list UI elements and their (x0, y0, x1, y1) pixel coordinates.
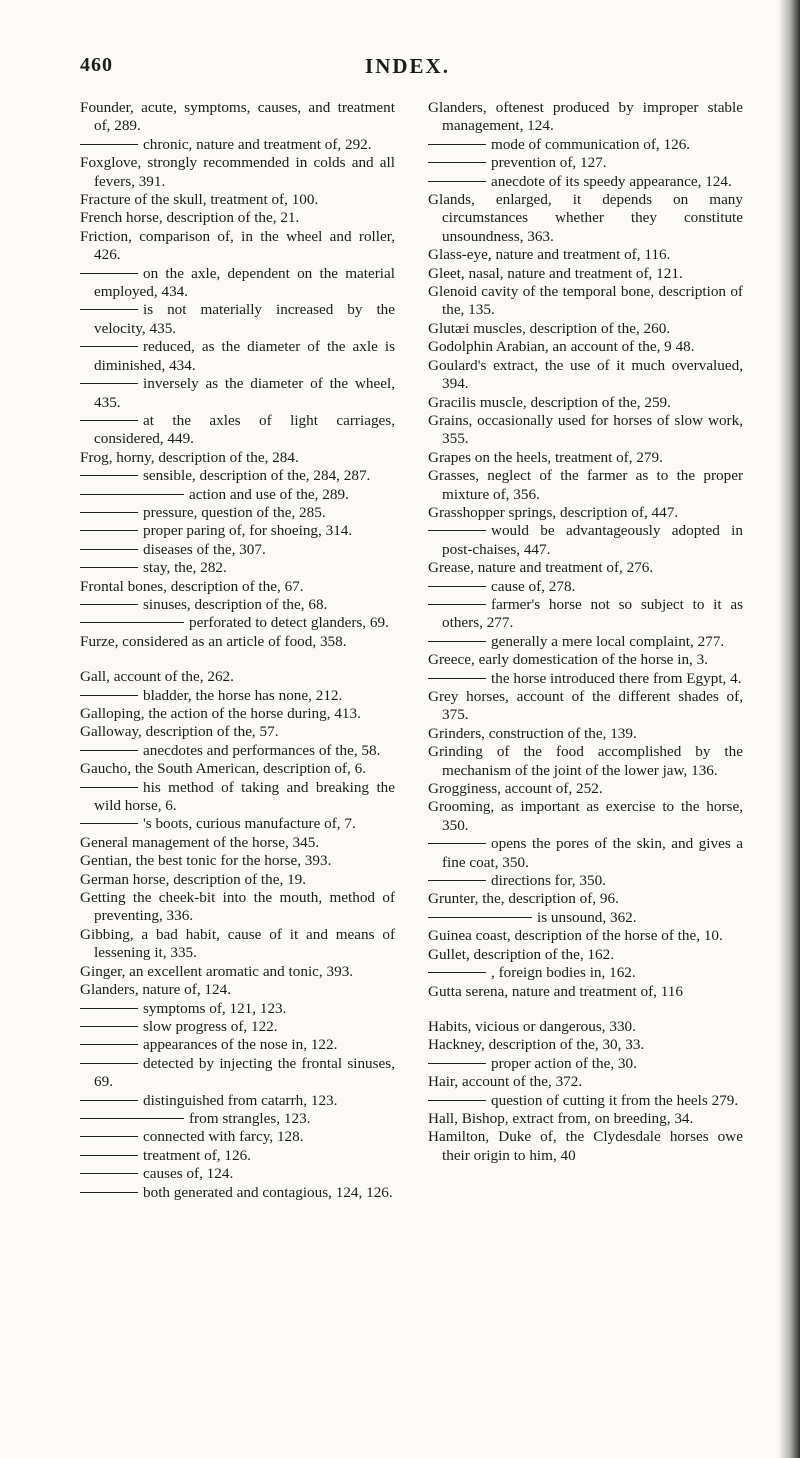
index-subentry (80, 467, 395, 485)
index-subentry (428, 909, 743, 927)
ditto-dash (80, 530, 138, 531)
index-entry (80, 668, 395, 686)
index-entry (80, 834, 395, 852)
ditto-dash (80, 750, 138, 751)
ditto-dash (80, 549, 138, 550)
entry-text: Furze, considered as an article of food, 358. (80, 632, 347, 650)
ditto-dash (80, 604, 138, 605)
index-entry (428, 725, 743, 743)
index-entry (428, 743, 743, 780)
entry-text: diseases of the, 307. (143, 540, 266, 558)
index-entry (428, 1128, 743, 1165)
entry-text: at the axles of light carriages, considered, 449. (94, 411, 395, 448)
index-entry (428, 265, 743, 283)
entry-text: Habits, vicious or dangerous, 330. (428, 1017, 636, 1035)
index-entry (428, 559, 743, 577)
entry-text: Galloping, the action of the horse during, 413. (80, 705, 361, 722)
entry-text: slow progress of, 122. (143, 1017, 278, 1035)
entry-text: proper paring of, for shoeing, 314. (143, 522, 353, 540)
index-entry (428, 688, 743, 725)
entry-text: Gutta serena, nature and treatment of, 116 (428, 982, 683, 1000)
entry-text: proper action of the, 30. (491, 1054, 637, 1072)
index-subentry (80, 1128, 395, 1146)
index-subentry (80, 412, 395, 449)
index-subentry (80, 1165, 395, 1183)
entry-text: Friction, comparison of, in the wheel and roller, 426. (80, 227, 395, 264)
entry-text: pressure, question of the, 285. (143, 503, 326, 521)
entry-text: mode of communication of, 126. (491, 135, 691, 153)
ditto-dash (80, 622, 184, 623)
index-column-right (428, 99, 743, 1165)
index-subentry (428, 964, 743, 982)
ditto-dash (80, 1026, 138, 1027)
index-entry (80, 926, 395, 963)
entry-text: Grooming, as important as exercise to the horse, 350. (428, 798, 743, 834)
entry-text: cause of, 278. (491, 577, 576, 595)
entry-text: on the axle, dependent on the material employed, 434. (94, 264, 395, 301)
entry-text: Guinea coast, description of the horse of the, 10. (428, 927, 723, 945)
entry-text: sinuses, description of the, 68. (143, 595, 328, 613)
entry-text: Getting the cheek-bit into the mouth, method of preventing, 336. (80, 889, 395, 925)
ditto-dash (80, 787, 138, 788)
entry-text: Glenoid cavity of the temporal bone, description of the, 135. (428, 283, 743, 319)
page-number: 460 (80, 54, 113, 76)
index-entry (80, 723, 395, 741)
ditto-dash (428, 162, 486, 163)
entry-text: the horse introduced there from Egypt, 4. (491, 669, 742, 687)
ditto-dash (428, 181, 486, 182)
ditto-dash (80, 1192, 138, 1193)
ditto-dash (428, 972, 486, 973)
ditto-dash (80, 475, 138, 476)
index-subentry (80, 301, 395, 338)
index-subentry (80, 265, 395, 302)
entry-text: perforated to detect glanders, 69. (189, 614, 389, 632)
entry-text: Gleet, nasal, nature and treatment of, 121. (428, 264, 683, 282)
ditto-dash (80, 823, 138, 824)
index-entry (428, 890, 743, 908)
entry-text: Grains, occasionally used for horses of slow work, 355. (428, 411, 743, 448)
entry-text: Goulard's extract, the use of it much overvalued, 394. (428, 356, 743, 393)
ditto-dash (428, 144, 486, 145)
ditto-dash (428, 530, 486, 531)
index-entry (80, 760, 395, 778)
entry-text: both generated and contagious, 124, 126. (143, 1183, 393, 1201)
index-entry (428, 320, 743, 338)
ditto-dash (80, 1118, 184, 1119)
entry-text: Hair, account of the, 372. (428, 1073, 583, 1091)
index-entry (428, 798, 743, 835)
index-entry (80, 154, 395, 191)
running-head: INDEX. (365, 54, 450, 78)
entry-text: treatment of, 126. (143, 1146, 251, 1164)
index-entry (428, 946, 743, 964)
entry-text: farmer's horse not so subject to it as others, 277. (442, 595, 743, 632)
index-entry (80, 889, 395, 926)
ditto-dash (80, 1044, 138, 1045)
ditto-dash (428, 880, 486, 881)
entry-text: detected by injecting the frontal sinuses, 69. (94, 1054, 395, 1091)
index-entry (80, 578, 395, 596)
index-subentry (80, 1147, 395, 1165)
index-entry (428, 394, 743, 412)
entry-text: Glands, enlarged, it depends on many circumstances whether they constitute unsoundness, 363. (428, 191, 743, 245)
page-edge-shadow (778, 0, 800, 1458)
index-entry (428, 246, 743, 264)
entry-text: Gall, account of the, 262. (80, 668, 234, 686)
ditto-dash (428, 586, 486, 587)
index-subentry (80, 1000, 395, 1018)
ditto-dash (428, 678, 486, 679)
entry-text: Glanders, oftenest produced by improper stable management, 124. (428, 99, 743, 135)
entry-text: Grasses, neglect of the farmer as to the proper mixture of, 356. (428, 467, 743, 503)
index-entry (80, 228, 395, 265)
entry-text: Gaucho, the South American, description of, 6. (80, 760, 366, 778)
ditto-dash (80, 512, 138, 513)
entry-text: Fracture of the skull, treatment of, 100. (80, 191, 319, 209)
entry-text: action and use of the, 289. (189, 485, 349, 503)
entry-text: question of cutting it from the heels 279. (491, 1091, 739, 1109)
entry-text: Founder, acute, symptoms, causes, and treatment of, 289. (80, 99, 395, 135)
index-subentry (80, 815, 395, 833)
index-entry (428, 927, 743, 945)
entry-text: Godolphin Arabian, an account of the, 9 48. (428, 338, 695, 356)
index-entry (80, 981, 395, 999)
ditto-dash (80, 420, 138, 421)
entry-text: would be advantageously adopted in post-chaises, 447. (442, 522, 743, 558)
entry-text: Grinders, construction of the, 139. (428, 724, 637, 742)
ditto-dash (80, 1136, 138, 1137)
entry-text: Glass-eye, nature and treatment of, 116. (428, 246, 671, 264)
ditto-dash (80, 1155, 138, 1156)
index-subentry (80, 541, 395, 559)
index-entry (428, 983, 743, 1001)
ditto-dash (80, 1063, 138, 1064)
index-subentry (80, 1055, 395, 1092)
entry-text: inversely as the diameter of the wheel, 435. (94, 375, 395, 411)
entry-text: symptoms of, 121, 123. (143, 999, 287, 1017)
index-subentry (80, 1036, 395, 1054)
entry-text: Hackney, description of the, 30, 33. (428, 1036, 645, 1054)
index-entry (428, 1110, 743, 1128)
ditto-dash (428, 641, 486, 642)
entry-text: sensible, description of the, 284, 287. (143, 467, 371, 485)
ditto-dash (428, 843, 486, 844)
entry-text: Grunter, the, description of, 96. (428, 890, 619, 908)
index-subentry (80, 522, 395, 540)
ditto-dash (80, 1173, 138, 1174)
index-subentry (80, 1018, 395, 1036)
index-entry (428, 99, 743, 136)
entry-text: stay, the, 282. (143, 559, 227, 577)
entry-text: from strangles, 123. (189, 1109, 311, 1127)
ditto-dash (80, 494, 184, 495)
entry-text: generally a mere local complaint, 277. (491, 632, 725, 650)
index-subentry (80, 687, 395, 705)
entry-text: Hall, Bishop, extract from, on breeding, 34. (428, 1109, 694, 1127)
index-entry (80, 963, 395, 981)
entry-text: Gracilis muscle, description of the, 259. (428, 393, 671, 411)
index-subentry (428, 522, 743, 559)
entry-text: Grapes on the heels, treatment of, 279. (428, 448, 663, 466)
index-subentry (80, 779, 395, 816)
ditto-dash (80, 346, 138, 347)
entry-text: causes of, 124. (143, 1165, 234, 1183)
index-subentry (80, 559, 395, 577)
ditto-dash (80, 383, 138, 384)
index-subentry (80, 375, 395, 412)
index-subentry (428, 835, 743, 872)
index-subentry (80, 1092, 395, 1110)
index-entry (428, 1073, 743, 1091)
entry-text: Greece, early domestication of the horse in, 3. (428, 651, 709, 669)
entry-text: prevention of, 127. (491, 154, 607, 172)
entry-text: directions for, 350. (491, 872, 606, 890)
index-entry (428, 504, 743, 522)
index-subentry (80, 596, 395, 614)
index-subentry (428, 1092, 743, 1110)
ditto-dash (80, 1100, 138, 1101)
index-subentry (428, 872, 743, 890)
index-entry (428, 651, 743, 669)
entry-text: Gibbing, a bad habit, cause of it and means of lessening it, 335. (80, 925, 395, 962)
index-entry (428, 338, 743, 356)
page-header (80, 54, 735, 84)
entry-text: Grease, nature and treatment of, 276. (428, 559, 654, 577)
index-subentry (428, 670, 743, 688)
index-entry (80, 633, 395, 651)
index-entry (80, 871, 395, 889)
index-entry (428, 467, 743, 504)
entry-text: German horse, description of the, 19. (80, 870, 307, 888)
entry-text: French horse, description of the, 21. (80, 209, 300, 227)
index-entry (428, 357, 743, 394)
ditto-dash (80, 1008, 138, 1009)
index-entry (428, 780, 743, 798)
index-entry (80, 191, 395, 209)
index-entry (80, 705, 395, 723)
entry-text: General management of the horse, 345. (80, 833, 320, 851)
index-entry (428, 449, 743, 467)
entry-text: is not materially increased by the velocity, 435. (94, 301, 395, 337)
index-subentry (80, 486, 395, 504)
index-subentry (428, 596, 743, 633)
ditto-dash (80, 144, 138, 145)
entry-text: reduced, as the diameter of the axle is diminished, 434. (94, 338, 395, 374)
entry-text: is unsound, 362. (537, 908, 637, 926)
entry-text: chronic, nature and treatment of, 292. (143, 135, 372, 153)
index-entry (80, 99, 395, 136)
entry-text: appearances of the nose in, 122. (143, 1036, 338, 1054)
entry-text: Grey horses, account of the different shades of, 375. (428, 688, 743, 724)
index-entry (428, 412, 743, 449)
ditto-dash (428, 604, 486, 605)
entry-text: Hamilton, Duke of, the Clydesdale horses owe their origin to him, 40 (428, 1128, 743, 1164)
entry-text: connected with farcy, 128. (143, 1128, 304, 1146)
index-subentry (80, 614, 395, 632)
entry-text: 's boots, curious manufacture of, 7. (143, 815, 356, 833)
entry-text: Ginger, an excellent aromatic and tonic, 393. (80, 962, 354, 980)
entry-text: Foxglove, strongly recommended in colds and all fevers, 391. (80, 154, 395, 190)
ditto-dash (428, 917, 532, 918)
index-subentry (80, 742, 395, 760)
index-column-left (80, 99, 395, 1202)
entry-text: anecdotes and performances of the, 58. (143, 741, 381, 759)
entry-text: opens the pores of the skin, and gives a fine coat, 350. (442, 835, 743, 871)
ditto-dash (80, 273, 138, 274)
entry-text: Frontal bones, description of the, 67. (80, 577, 304, 595)
entry-text: Galloway, description of the, 57. (80, 723, 279, 741)
index-subentry (428, 1055, 743, 1073)
entry-text: bladder, the horse has none, 212. (143, 686, 343, 704)
index-subentry (80, 136, 395, 154)
index-subentry (428, 633, 743, 651)
ditto-dash (80, 695, 138, 696)
index-subentry (80, 1184, 395, 1202)
entry-text: Frog, horny, description of the, 284. (80, 448, 299, 466)
index-entry (428, 1018, 743, 1036)
index-subentry (80, 1110, 395, 1128)
ditto-dash (428, 1100, 486, 1101)
ditto-dash (80, 567, 138, 568)
entry-text: Gentian, the best tonic for the horse, 393. (80, 852, 332, 870)
entry-text: , foreign bodies in, 162. (491, 964, 636, 982)
entry-text: Grogginess, account of, 252. (428, 780, 603, 798)
ditto-dash (428, 1063, 486, 1064)
ditto-dash (80, 309, 138, 310)
entry-text: Gullet, description of the, 162. (428, 945, 615, 963)
index-subentry (428, 578, 743, 596)
index-subentry (80, 504, 395, 522)
index-subentry (428, 136, 743, 154)
entry-text: distinguished from catarrh, 123. (143, 1091, 338, 1109)
index-entry (80, 852, 395, 870)
index-entry (428, 191, 743, 246)
index-subentry (428, 173, 743, 191)
index-subentry (80, 338, 395, 375)
entry-text: Glanders, nature of, 124. (80, 981, 231, 999)
entry-text: Grinding of the food accomplished by the mechanism of the joint of the lower jaw, 136. (428, 743, 743, 779)
entry-text: Glutæi muscles, description of the, 260. (428, 319, 671, 337)
index-entry (428, 1036, 743, 1054)
entry-text: Grasshopper springs, description of, 447. (428, 503, 679, 521)
entry-text: his method of taking and breaking the wild horse, 6. (94, 778, 395, 815)
index-subentry (428, 154, 743, 172)
index-entry (428, 283, 743, 320)
entry-text: anecdote of its speedy appearance, 124. (491, 172, 732, 190)
index-entry (80, 449, 395, 467)
index-entry (80, 209, 395, 227)
